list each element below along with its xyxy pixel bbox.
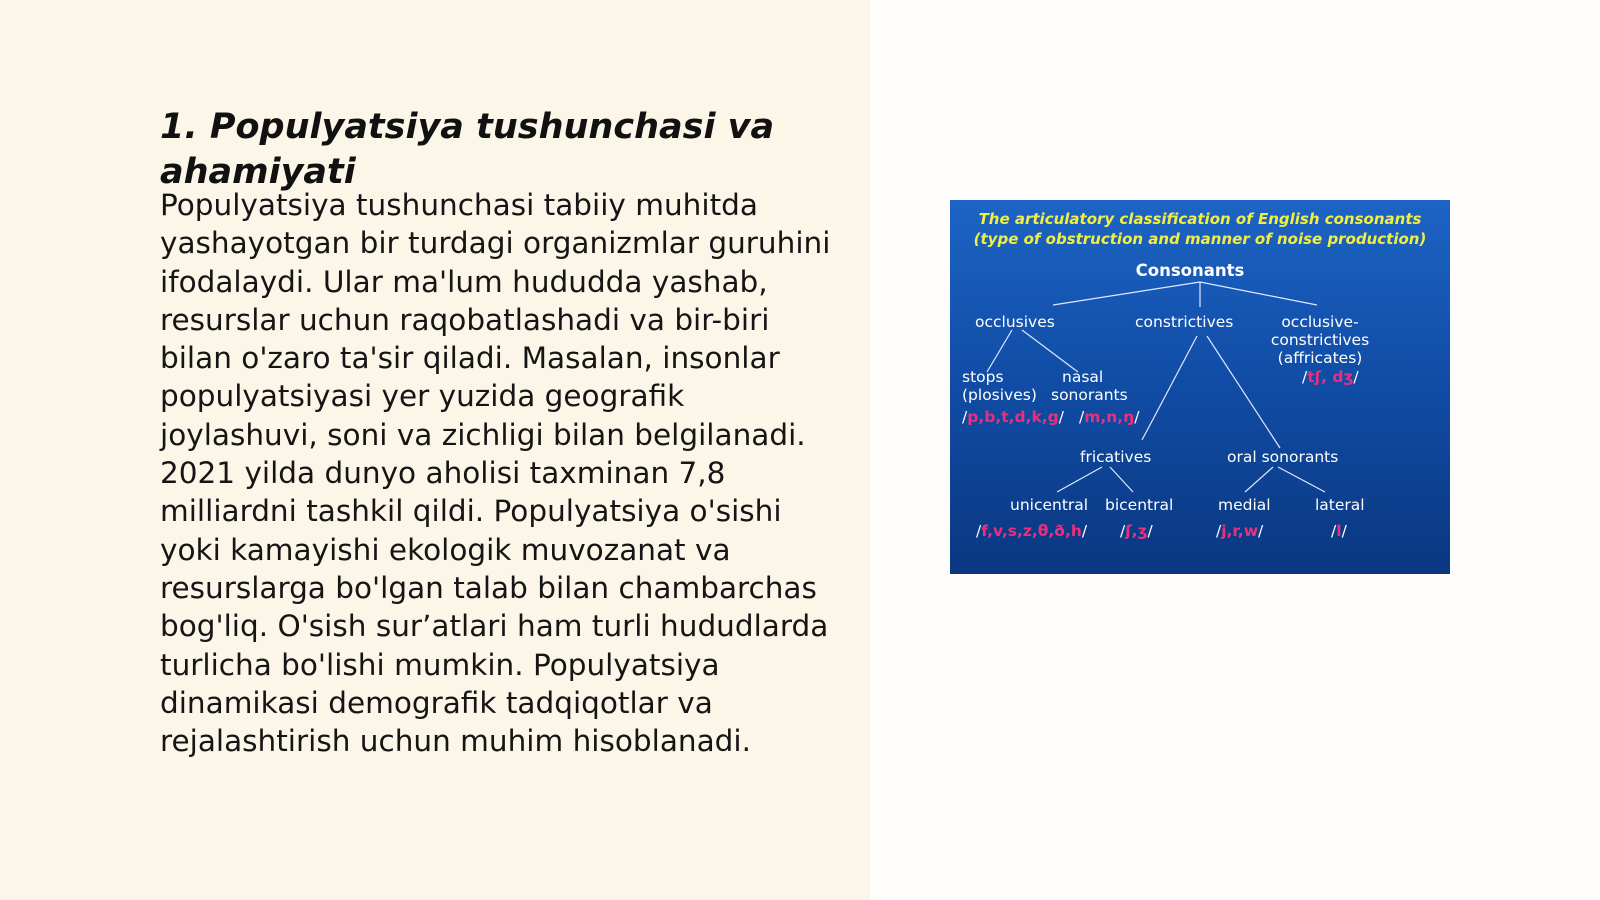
- node-affricates-line-2: constrictives: [1270, 331, 1370, 349]
- lateral-symbols: /l/: [1331, 522, 1347, 540]
- node-consonants: Consonants: [1135, 261, 1245, 280]
- affricates-symbols: /tʃ, dʒ/: [1302, 368, 1359, 386]
- node-stops-line-2: (plosives): [962, 386, 1037, 404]
- node-oral-sonorants: oral sonorants: [1227, 448, 1339, 466]
- node-constrictives: constrictives: [1135, 313, 1234, 331]
- node-medial: medial: [1218, 496, 1271, 514]
- bicentral-symbols: /ʃ,ʒ/: [1120, 522, 1153, 540]
- node-affricates-line-1: occlusive-: [1281, 313, 1359, 331]
- node-bicentral: bicentral: [1105, 496, 1174, 514]
- diagram-title-line-2: (type of obstruction and manner of noise production): [973, 230, 1427, 248]
- unicentral-symbols: /f,v,s,z,θ,ð,h/: [976, 522, 1088, 540]
- node-stops-line-1: stops: [962, 368, 1004, 386]
- consonant-classification-diagram: [950, 200, 1450, 574]
- node-occlusives: occlusives: [975, 313, 1055, 331]
- node-fricatives: fricatives: [1080, 448, 1152, 466]
- stops-symbols: /p,b,t,d,k,g/: [962, 408, 1065, 426]
- nasal-symbols: /m,n,ŋ/: [1079, 408, 1140, 426]
- node-unicentral: unicentral: [1010, 496, 1089, 514]
- node-nasal-line-1: nasal: [1062, 368, 1104, 386]
- node-affricates-line-3: (affricates): [1277, 349, 1363, 367]
- diagram-title-line-1: The articulatory classification of English consonants: [978, 210, 1422, 228]
- node-nasal-line-2: sonorants: [1051, 386, 1128, 404]
- slide-body-text: Populyatsiya tushunchasi tabiiy muhitda yashayotgan bir turdagi organizmlar guruhini ifodalaydi. Ular ma'lum hududda yashab, resurslar uchun raqobatlashadi va bir-biri bilan o'zaro ta'sir qiladi. Masalan, insonlar populyatsiyasi yer yuzida geografik joylashuvi, soni va zichligi bilan belgilanadi. 2021 yilda dunyo aholisi taxminan 7,8 milliardni tashkil qildi. Populyatsiya o'sishi yoki kamayishi ekologik muvozanat va resurslarga bo'lgan talab bilan chambarchas bog'liq. O'sish sur’atlari ham turli hududlarda turlicha bo'lishi mumkin. Populyatsiya dinamikasi demografik tadqiqotlar va rejalashtirish uchun muhim hisoblanadi.: [160, 188, 831, 759]
- slide-title: 1. Populyatsiya tushunchasi va ahamiyati: [160, 107, 775, 192]
- medial-symbols: /j,r,w/: [1216, 522, 1264, 540]
- node-lateral: lateral: [1315, 496, 1365, 514]
